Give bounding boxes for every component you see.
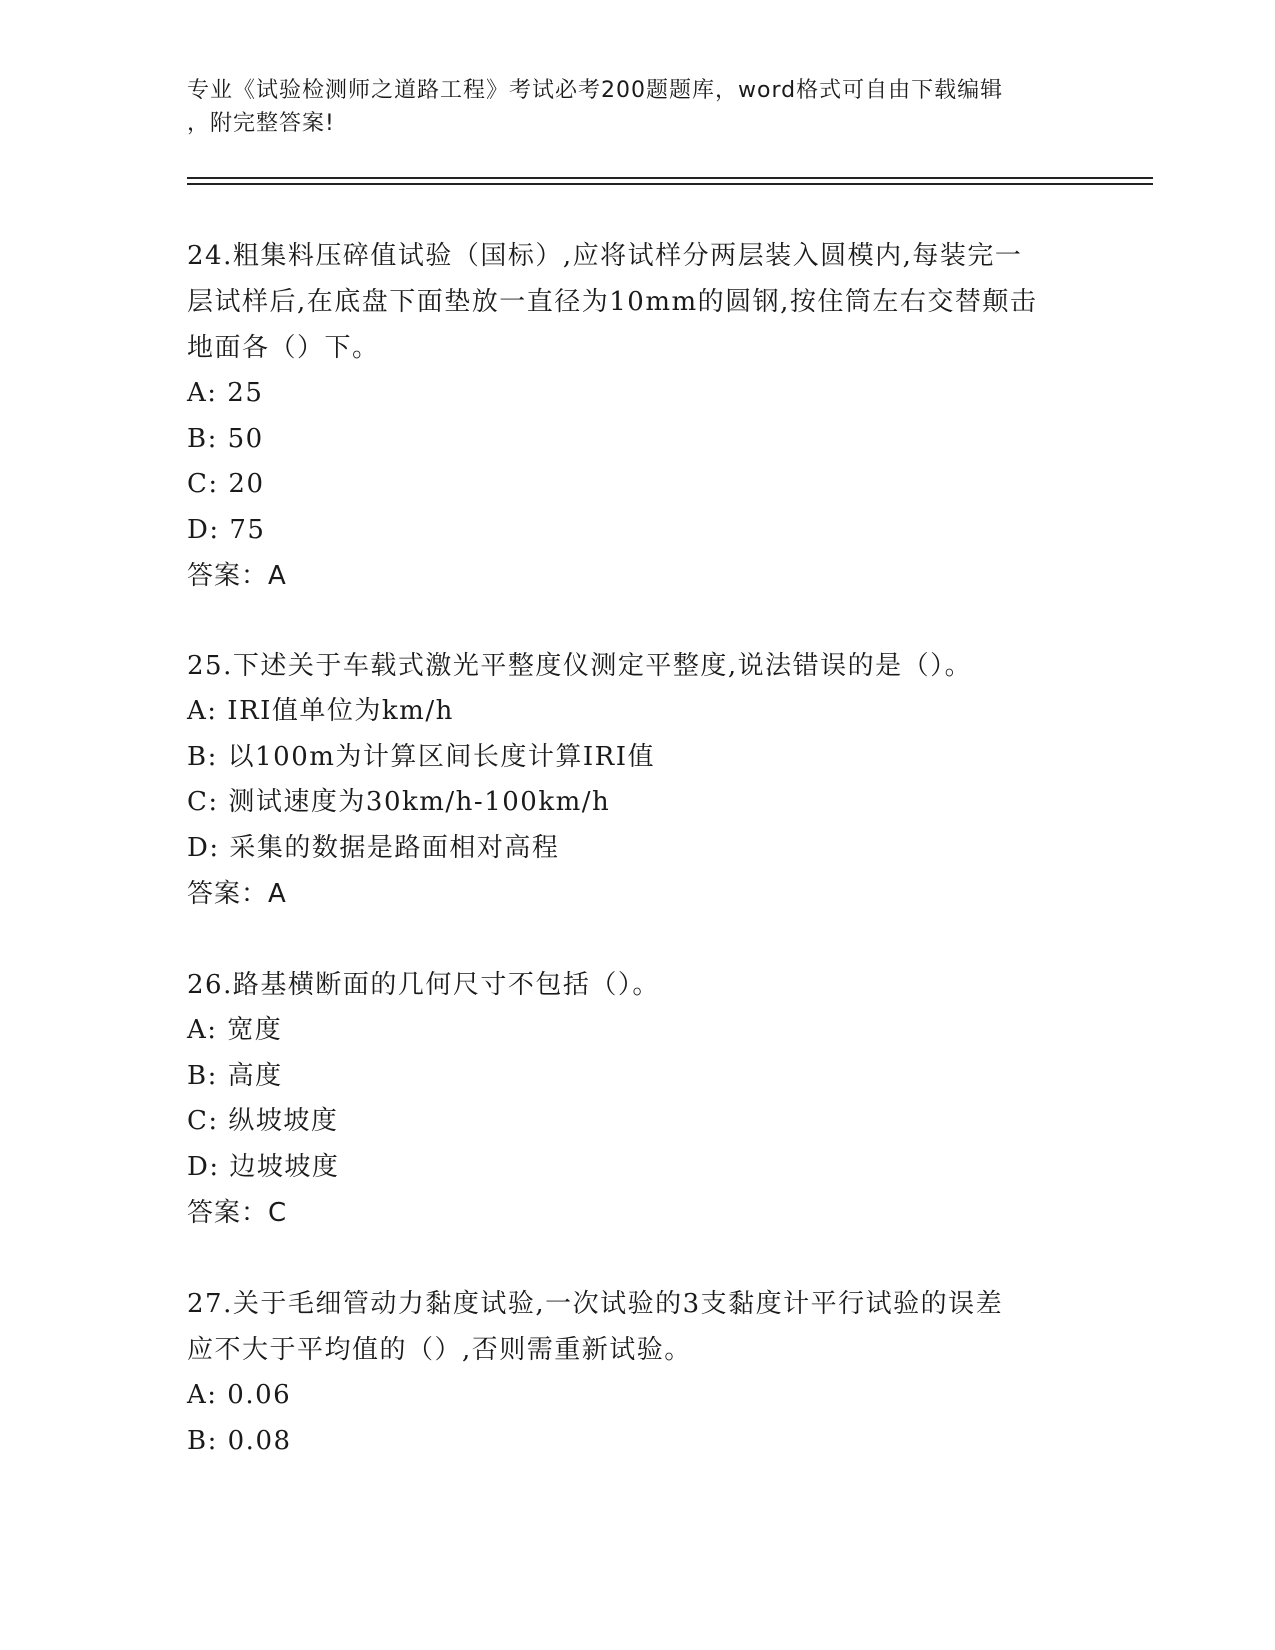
- option-a: A: 宽度: [187, 1015, 283, 1045]
- question-24: [187, 233, 1087, 599]
- option-c: C: 测试速度为30km/h-100km/h: [187, 787, 611, 817]
- option-c: C: 20: [187, 469, 265, 499]
- header-divider-top: [187, 177, 1153, 179]
- option-a: A: 0.06: [187, 1380, 292, 1410]
- option-b: B: 以100m为计算区间长度计算IRI值: [187, 741, 656, 772]
- question-stem-line: 27.关于毛细管动力黏度试验,一次试验的3支黏度计平行试验的误差: [187, 1289, 1004, 1319]
- answer: 答案：A: [187, 561, 287, 591]
- option-c: C: 纵坡坡度: [187, 1106, 339, 1136]
- question-stem-line: 地面各（）下。: [187, 333, 380, 363]
- option-a: A: IRI值单位为km/h: [187, 696, 454, 726]
- question-stem-line: 26.路基横断面的几何尺寸不包括（）。: [187, 970, 660, 1000]
- question-stem-line: 24.粗集料压碎值试验（国标）,应将试样分两层装入圆模内,每装完一: [187, 241, 1023, 271]
- answer: 答案：A: [187, 879, 287, 909]
- option-d: D: 75: [187, 514, 266, 545]
- option-d: D: 采集的数据是路面相对高程: [187, 832, 560, 863]
- option-a: A: 25: [187, 378, 264, 408]
- question-27: [187, 1281, 1087, 1464]
- header-title-line-2: ，附完整答案!: [187, 111, 335, 136]
- question-stem-line: 25.下述关于车载式激光平整度仪测定平整度,说法错误的是（）。: [187, 651, 973, 681]
- document-header: [187, 74, 1067, 140]
- question-stem-line: 层试样后,在底盘下面垫放一直径为10mm的圆钢,按住筒左右交替颠击: [187, 287, 1038, 317]
- header-title-line-1: 专业《试验检测师之道路工程》考试必考200题题库，word格式可自由下载编辑: [187, 78, 1004, 103]
- header-divider-bottom: [187, 183, 1153, 185]
- answer: 答案：C: [187, 1198, 288, 1228]
- option-b: B: 50: [187, 423, 264, 454]
- option-b: B: 高度: [187, 1060, 283, 1091]
- option-d: D: 边坡坡度: [187, 1151, 340, 1182]
- question-stem-line: 应不大于平均值的（）,否则需重新试验。: [187, 1335, 692, 1365]
- question-25: [187, 643, 1087, 917]
- question-26: [187, 962, 1087, 1236]
- option-b: B: 0.08: [187, 1425, 292, 1456]
